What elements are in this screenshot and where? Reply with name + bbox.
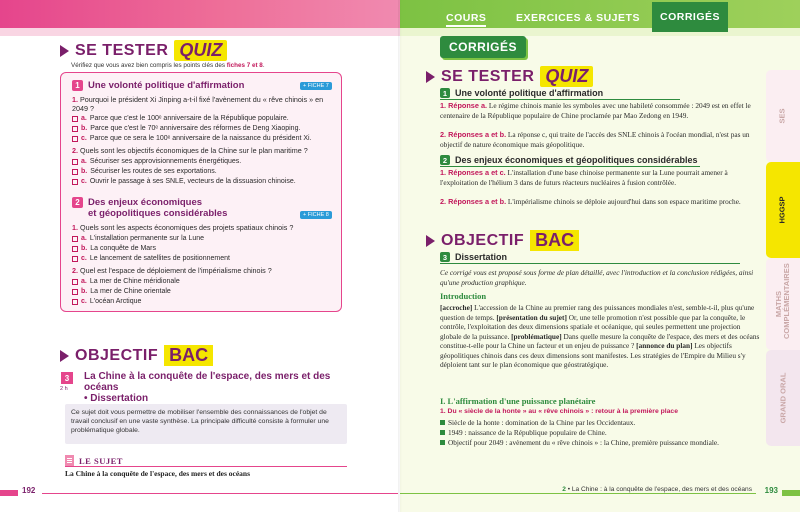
- side-tab-label: MATHS COMPLÉMENTAIRES: [774, 263, 791, 339]
- part-1-heading: I. L'affirmation d'une puissance planétaire: [440, 396, 596, 406]
- option-letter: a.: [81, 115, 87, 122]
- quiz-option[interactable]: [72, 157, 241, 166]
- side-tab-label: GRAND ORAL: [778, 372, 787, 424]
- quiz-question: [72, 266, 334, 275]
- side-tab-label: HGGSP: [778, 196, 787, 224]
- option-text: Le lancement de satellites de positionnement: [89, 255, 230, 262]
- checkbox[interactable]: [72, 299, 78, 305]
- tab-exercices-sujets[interactable]: EXERCICES & SUJETS: [516, 12, 640, 24]
- quiz-section-2-title: [72, 197, 227, 219]
- question-number: 1.: [72, 95, 78, 104]
- sujet-divider: [65, 466, 347, 467]
- right-page: [400, 0, 800, 512]
- play-triangle-icon: [426, 235, 435, 247]
- option-text: Parce que ce sera le 100ᵉ anniversaire de la naissance du président Xi.: [89, 135, 312, 142]
- section-underline: [440, 263, 740, 264]
- intro-keyword: [annonce du plan]: [636, 341, 693, 350]
- checkbox[interactable]: [72, 289, 78, 295]
- section-number-badge: 1: [72, 80, 83, 91]
- section-title: Une volonté politique d'affirmation: [455, 88, 604, 98]
- bullet-square-icon: [440, 430, 445, 435]
- sujet-label: LE SUJET: [79, 455, 123, 466]
- bac-subject-line1: La Chine à la conquête de l'espace, des mers et des océans: [84, 371, 331, 393]
- question-text: Pourquoi le président Xi Jinping a-t-il fixé l'avènement du « rêve chinois » en 2049 ?: [72, 95, 324, 113]
- checkbox[interactable]: [72, 279, 78, 285]
- checkbox[interactable]: [72, 256, 78, 262]
- section-number-badge: 2: [72, 197, 83, 208]
- section-underline: [440, 99, 680, 100]
- question-text: Quels sont les aspects économiques des projets spatiaux chinois ?: [80, 223, 294, 232]
- answer-text: L'impérialisme chinois se déploie aujourd'hui dans son espace maritime proche.: [506, 197, 741, 206]
- question-text: Quel est l'espace de déploiement de l'impérialisme chinois ?: [80, 266, 272, 275]
- side-tab-label: SES: [777, 108, 787, 124]
- section-underline: [440, 166, 700, 167]
- side-tab-ses[interactable]: [766, 70, 800, 162]
- sujet-header: [65, 455, 123, 466]
- sujet-text: La Chine à la conquête de l'espace, des mers et des océans: [65, 469, 250, 478]
- quiz-option[interactable]: [72, 287, 171, 296]
- quiz-intro-fiches: fiches 7 et 8: [226, 62, 263, 69]
- side-tab-grand-oral[interactable]: [766, 350, 800, 446]
- quiz-header-title: SE TESTER: [441, 67, 535, 85]
- quiz-option[interactable]: [72, 177, 296, 186]
- part-1-subheading: 1. Du « siècle de la honte » au « rêve chinois » : retour à la première place: [440, 408, 678, 415]
- bac-keyword: BAC: [530, 230, 579, 251]
- section-title: Des enjeux économiques et géopolitiques considérables: [455, 155, 698, 165]
- answer-2: [440, 130, 762, 149]
- intro-keyword: [accroche]: [440, 303, 473, 312]
- quiz-section-1-title: [72, 80, 244, 91]
- option-text: La mer de Chine méridionale: [89, 278, 180, 285]
- option-text: La conquête de Mars: [90, 245, 156, 252]
- bac-info-box: Ce sujet doit vous permettre de mobiliser l'ensemble des connaissances de l'objet de travail conclusif en une vaste synthèse. La principale difficulté consiste à formuler une problématique globale.: [65, 404, 347, 444]
- intro-text: Les objectifs géopolitiques chinois dans ces deux dimensions sont manifestes. Les stratégies de l'Empire du Milieu s'y déploient tant sur le plan économique que géostratégique.: [440, 341, 746, 369]
- intro-keyword: [problématique]: [511, 331, 562, 341]
- option-text: L'installation permanente sur la Lune: [89, 235, 205, 242]
- section-title: Dissertation: [455, 252, 508, 262]
- option-letter: b.: [81, 125, 88, 132]
- bac-correction-header: [426, 230, 579, 251]
- correction-section-3: [440, 252, 507, 262]
- bac-title: OBJECTIF: [75, 346, 159, 364]
- option-letter: c.: [81, 135, 87, 142]
- tab-cours[interactable]: COURS: [446, 12, 486, 24]
- quiz-correction-header: [426, 66, 593, 87]
- checkbox[interactable]: [72, 236, 78, 242]
- option-text: Parce que c'est le 70ᵉ anniversaire des réformes de Deng Xiaoping.: [90, 125, 301, 132]
- play-triangle-icon: [60, 45, 69, 57]
- list-item-text: Siècle de la honte : domination de la Chine par les Occidentaux.: [448, 418, 636, 427]
- page-gutter: [398, 0, 402, 512]
- answer-label: 1. Réponse a.: [440, 101, 488, 110]
- exercise-number-badge: 3: [61, 372, 73, 384]
- bac-keyword: BAC: [164, 345, 213, 366]
- play-triangle-icon: [426, 71, 435, 83]
- answer-1: [440, 101, 762, 120]
- answer-label: 2. Réponses a et b.: [440, 130, 507, 139]
- quiz-question: [72, 223, 334, 232]
- tab-corriges[interactable]: CORRIGÉS: [652, 2, 728, 32]
- answer-label: 2. Réponses a et b.: [440, 197, 507, 206]
- footer-bar: [782, 490, 800, 496]
- quiz-option[interactable]: [72, 124, 300, 133]
- option-text: Sécuriser les routes de ses exportations.: [90, 168, 217, 175]
- intro-text: Dans quelle mesure la conquête de l'espace, des mers et des océans constitue-t-elle pour la Chine un facteur et un enjeu de puissance ?: [440, 331, 760, 350]
- fiche-7-link[interactable]: + FICHE 7: [300, 82, 332, 90]
- question-number: 1.: [72, 223, 78, 232]
- checkbox[interactable]: [72, 116, 78, 122]
- footer-rule: [400, 493, 756, 494]
- question-number: 2.: [72, 266, 78, 275]
- option-text: Sécuriser ses approvisionnements énergétiques.: [89, 158, 242, 165]
- list-item: [440, 438, 762, 448]
- quiz-keyword: QUIZ: [174, 40, 227, 61]
- intro-text: L'accession de la Chine au premier rang des puissances mondiales n'est, semble-t-il, plus qu'une question de temps.: [440, 303, 755, 322]
- option-letter: a.: [81, 278, 87, 285]
- chapter-title: • La Chine : à la conquête de l'espace, des mers et des océans: [565, 486, 752, 493]
- answer-text: L'installation d'une base chinoise permanente sur la Lune pourrait amener à l'exploitation de l'hélium 3 dans de futurs réacteurs nucléaires à fusion contrôlée.: [440, 168, 728, 187]
- quiz-intro: [68, 62, 268, 69]
- section-number-badge: 3: [440, 252, 450, 262]
- introduction-heading: Introduction: [440, 291, 487, 301]
- question-text: Quels sont les objectifs économiques de la Chine sur le plan maritime ?: [80, 146, 308, 155]
- list-item: [440, 418, 762, 428]
- answer-1: [440, 168, 762, 187]
- answer-2: [440, 197, 762, 207]
- option-letter: a.: [81, 158, 87, 165]
- section-title-line2: et géopolitiques considérables: [88, 208, 228, 219]
- play-triangle-icon: [60, 350, 69, 362]
- left-top-band: [0, 0, 400, 28]
- bac-header: [60, 345, 213, 366]
- option-letter: a.: [81, 235, 87, 242]
- option-text: La mer de Chine orientale: [90, 288, 171, 295]
- bac-subject: [84, 371, 344, 404]
- footer-chapter: [558, 486, 752, 493]
- quiz-question: [72, 95, 334, 113]
- checkbox[interactable]: [72, 126, 78, 132]
- introduction-text: [440, 303, 762, 370]
- list-item: [440, 428, 762, 438]
- left-top-band-light: [0, 28, 400, 36]
- option-text: Parce que c'est le 100ᵉ anniversaire de la République populaire.: [89, 115, 289, 122]
- answer-text: La réponse c, qui traite de l'accès des SNLE chinois à l'océan mondial, n'est pas un objectif de nature économique mais géopolitique.: [440, 130, 750, 149]
- checkbox[interactable]: [72, 179, 78, 185]
- document-icon: [65, 455, 74, 466]
- bac-badge: [60, 372, 74, 396]
- quiz-intro-end: .: [262, 62, 265, 69]
- side-tabs: [766, 70, 800, 450]
- clock-icon-duration: 2 h: [60, 386, 68, 392]
- right-footer: [400, 486, 800, 498]
- bullet-square-icon: [440, 440, 445, 445]
- list-item-text: Objectif pour 2049 : avènement du « rêve chinois » : la Chine, première puissance mondiale.: [448, 438, 719, 447]
- bac-title: OBJECTIF: [441, 231, 525, 249]
- list-item-text: 1949 : naissance de la République populaire de Chine.: [448, 428, 607, 437]
- corriges-badge: CORRIGÉS: [440, 36, 526, 58]
- answer-text: Le régime chinois manie les symboles avec une habileté consommée : 2049 est en effet le centenaire de la République populaire de Chine proclamée par Mao Zedong en 1949.: [440, 101, 751, 120]
- checkbox[interactable]: [72, 169, 78, 175]
- page-number: 192: [22, 486, 36, 495]
- right-top-band-light: [400, 28, 800, 36]
- correction-section-2: [440, 155, 698, 165]
- side-tab-maths[interactable]: [766, 258, 800, 350]
- quiz-option[interactable]: [72, 277, 180, 286]
- correction-section-1: [440, 88, 603, 98]
- answer-label: 1. Réponses a et c.: [440, 168, 506, 177]
- footer-bar: [0, 490, 18, 496]
- correction-note: Ce corrigé vous est proposé sous forme de plan détaillé, avec l'introduction et la conclusion rédigées, ainsi qu'une production graphique.: [440, 268, 754, 287]
- quiz-option[interactable]: [72, 244, 156, 253]
- quiz-option[interactable]: [72, 297, 141, 306]
- section-title: Une volonté politique d'affirmation: [88, 80, 245, 91]
- quiz-option[interactable]: [72, 254, 230, 263]
- bac-subject-line2: • Dissertation: [84, 393, 149, 404]
- section-number-badge: 1: [440, 88, 450, 98]
- quiz-option[interactable]: [72, 114, 289, 123]
- option-text: Ouvrir le passage à ses SNLE, vecteurs de la dissuasion chinoise.: [89, 178, 296, 185]
- intro-keyword: [présentation du sujet]: [496, 312, 567, 322]
- quiz-keyword: QUIZ: [540, 66, 593, 87]
- section-number-badge: 2: [440, 155, 450, 165]
- checkbox[interactable]: [72, 246, 78, 252]
- bullet-square-icon: [440, 420, 445, 425]
- quiz-header-title: SE TESTER: [75, 41, 169, 59]
- checkbox[interactable]: [72, 136, 78, 142]
- section-title-line1: Des enjeux économiques: [88, 197, 203, 208]
- checkbox[interactable]: [72, 159, 78, 165]
- page-number: 193: [764, 486, 778, 495]
- option-letter: b.: [81, 288, 88, 295]
- option-text: L'océan Arctique: [89, 298, 142, 305]
- quiz-intro-text: Vérifiez que vous avez bien compris les points clés des: [71, 62, 227, 69]
- chapter-number: 2: [562, 486, 566, 493]
- question-number: 2.: [72, 146, 78, 155]
- quiz-question: [72, 146, 334, 155]
- quiz-option[interactable]: [72, 134, 312, 143]
- quiz-header: [60, 40, 227, 61]
- quiz-option[interactable]: [72, 167, 217, 176]
- option-letter: b.: [81, 245, 88, 252]
- option-letter: c.: [81, 255, 87, 262]
- option-letter: c.: [81, 298, 87, 305]
- option-letter: b.: [81, 168, 88, 175]
- left-footer: [0, 486, 400, 498]
- quiz-option[interactable]: [72, 234, 204, 243]
- option-letter: c.: [81, 178, 87, 185]
- footer-rule: [42, 493, 398, 494]
- fiche-8-link[interactable]: + FICHE 8: [300, 211, 332, 219]
- side-tab-hggsp[interactable]: [766, 162, 800, 258]
- intro-text: Or, une telle promotion n'est possible que par la conquête, le contrôle, l'exploitation des deux dimensions spatiale et océanique, qui seules permettent une projection globale de la puissance.: [440, 312, 746, 341]
